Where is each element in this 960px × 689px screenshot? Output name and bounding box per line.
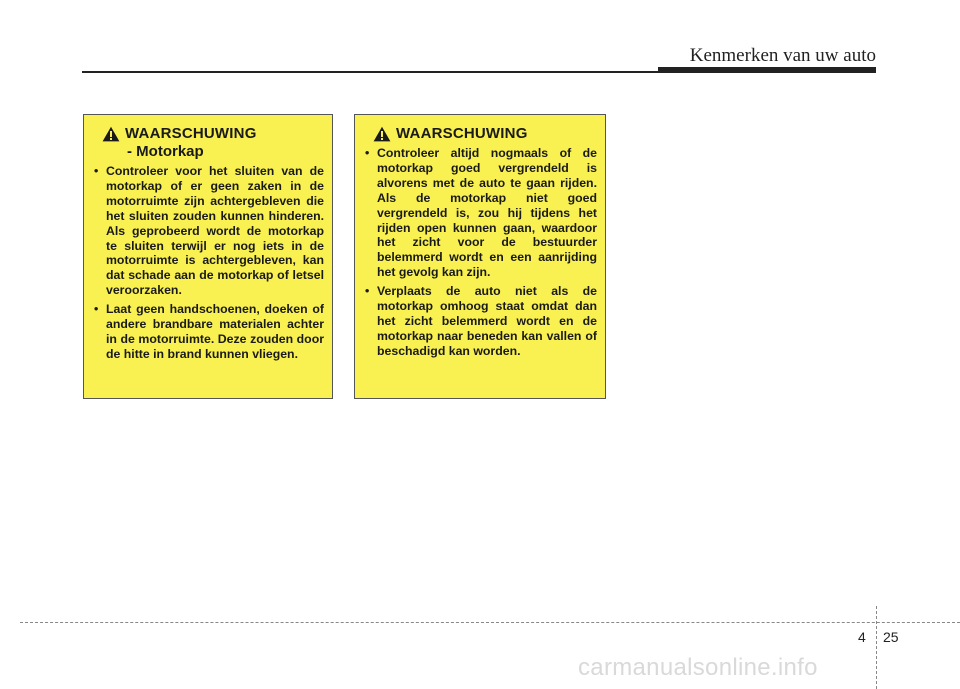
warning-list xyxy=(92,164,324,362)
warning-triangle-icon xyxy=(373,126,391,142)
footer-rule xyxy=(20,622,960,623)
warning-title: WAARSCHUWING xyxy=(125,125,257,142)
header-rule-accent xyxy=(658,67,876,73)
watermark: carmanualsonline.info xyxy=(578,654,818,681)
warning-box-hood-lock xyxy=(354,114,606,399)
warning-list xyxy=(363,146,597,359)
warning-item: • Controleer altijd nogmaals of de motorkap goed vergrendeld is alvorens met de auto te gaan rijden. Als de motorkap niet goed vergrendeld is, zou hij tijdens het rijden open kunnen gaan, waardoor het zicht voor de bestuurder belemmerd wordt en een aanrijding het gevolg kan zijn. xyxy=(363,146,597,280)
warning-item: • Verplaats de auto niet als de motorkap omhoog staat omdat dan het zicht belemmerd wordt en de motorkap naar beneden kan vallen of beschadigd kan worden. xyxy=(363,284,597,359)
warning-triangle-icon xyxy=(102,126,120,142)
warning-heading xyxy=(363,125,597,142)
warning-item: • Controleer voor het sluiten van de motorkap of er geen zaken in de motorruimte zijn achtergebleven die het sluiten zouden kunnen hinderen. Als geprobeerd wordt de motorkap te sluiten terwijl er nog iets in de motorruimte is achtergebleven, kan dat schade aan de motorkap of letsel veroorzaken. xyxy=(92,164,324,298)
warning-box-hood xyxy=(83,114,333,399)
chapter-number: 4 xyxy=(858,629,866,645)
warning-item: • Laat geen handschoenen, doeken of andere brandbare materialen achter in de motorruimte. Deze zouden door de hitte in brand kunnen vliegen. xyxy=(92,302,324,362)
warning-title: WAARSCHUWING xyxy=(396,125,528,142)
header-rule xyxy=(82,71,660,73)
warning-subtitle: - Motorkap xyxy=(127,143,204,160)
warning-heading xyxy=(92,125,324,142)
page-number: 25 xyxy=(883,629,899,645)
footer-divider xyxy=(876,606,877,689)
page-header-title: Kenmerken van uw auto xyxy=(689,45,876,66)
